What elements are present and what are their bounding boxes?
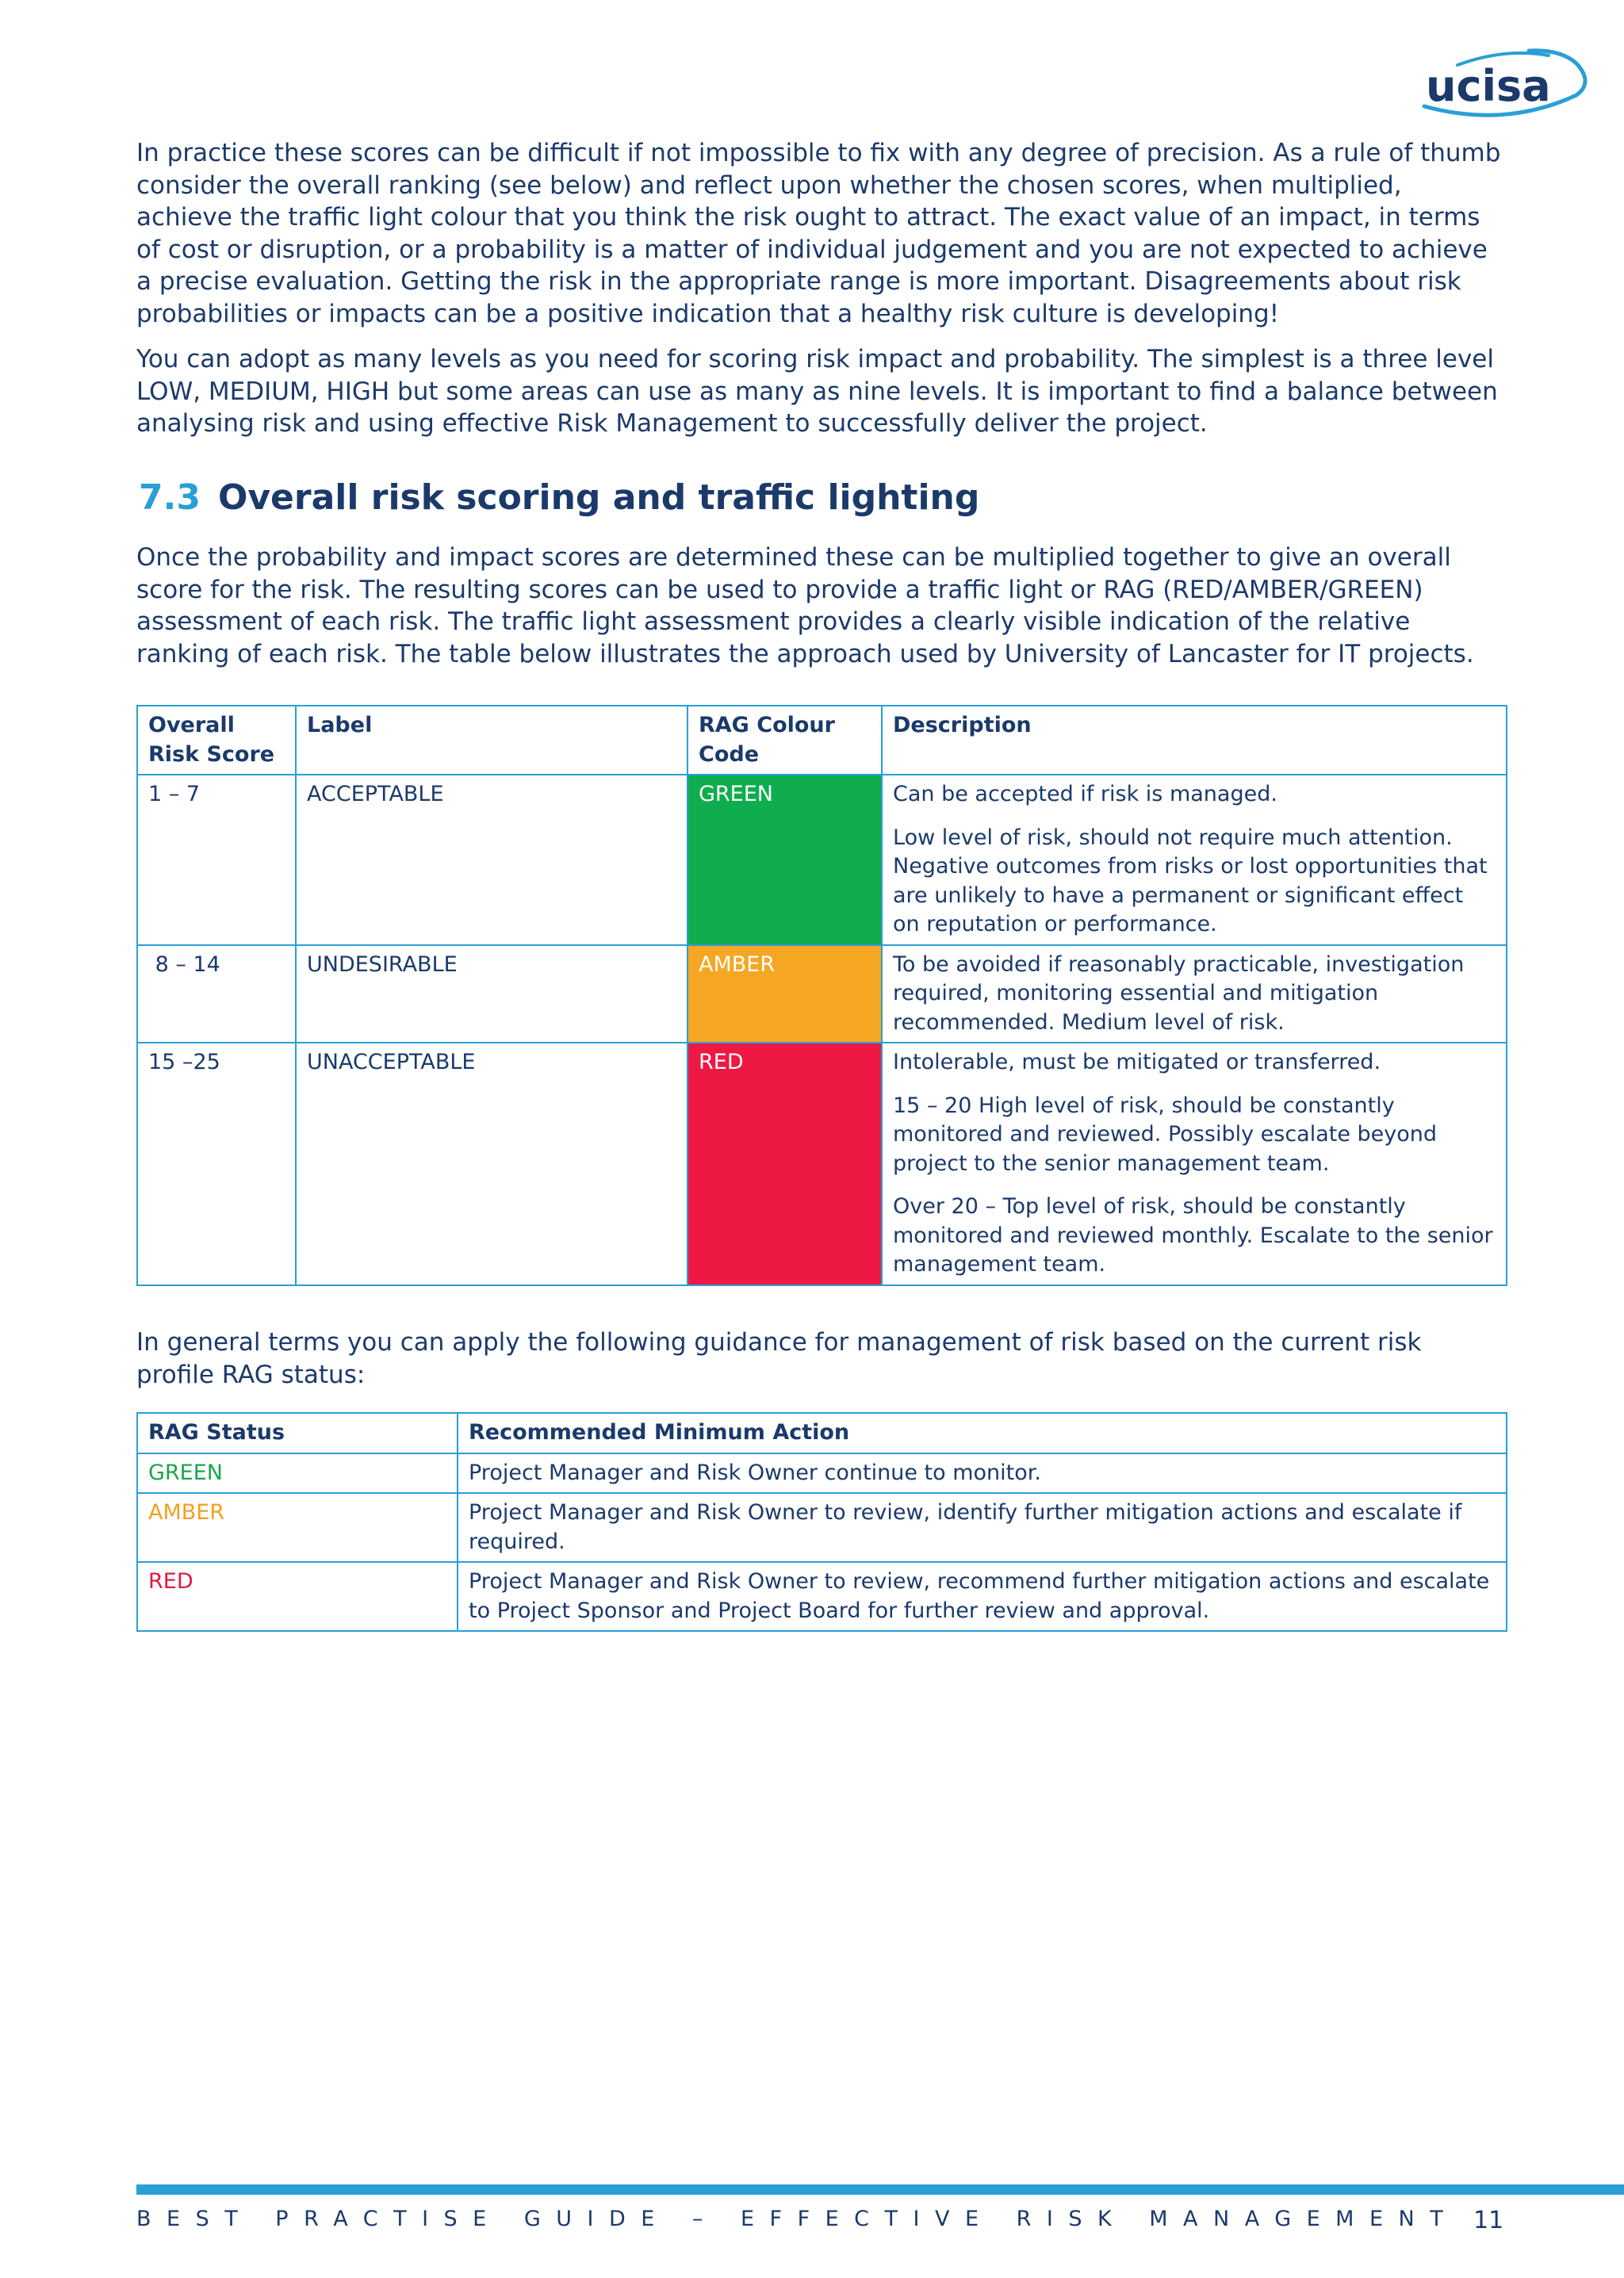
risk-score-table (136, 705, 1507, 1286)
description-text: To be avoided if reasonably practicable, investigation required, monitoring essential and mitigation recommended. Medium level of risk. (893, 951, 1465, 1035)
description-text: Over 20 – Top level of risk, should be constantly monitored and reviewed monthly. Escalate to the senior management team. (893, 1194, 1493, 1277)
table-row (137, 775, 1507, 945)
description-text: Low level of risk, should not require much attention. Negative outcomes from risks or lost opportunities that are unlikely to have a permanent or significant effect on reputation or performance. (893, 825, 1488, 936)
status-red: RED (137, 1562, 458, 1631)
table-header-row (137, 706, 1507, 775)
score-cell: 8 – 14 (137, 945, 296, 1043)
section-number: 7.3 (139, 477, 201, 518)
header-description: Description (882, 706, 1507, 775)
description-text: 15 – 20 High level of risk, should be constantly monitored and reviewed. Possibly escalate beyond project to the senior management team. (893, 1093, 1438, 1176)
label-cell: UNACCEPTABLE (296, 1043, 688, 1285)
intro-paragraph: In practice these scores can be difficult if not impossible to fix with any degree of precision. As a rule of thumb consider the overall ranking (see below) and reflect upon whether the chosen scores, when multiplied, achieve the traffic light colour that you think the risk ought to attract. The exact value of an impact, in terms of cost or disruption, or a probability is a matter of individual judgement and you are not expected to achieve a precise evaluation. Getting the risk in the appropriate range is more important. Disagreements about risk probabilities or impacts can be a positive indication that a healthy risk culture is developing! (136, 139, 1501, 328)
rag-cell-amber: AMBER (688, 945, 882, 1043)
footer-divider (136, 2184, 1624, 2195)
table-header-row (137, 1413, 1507, 1453)
action-cell: Project Manager and Risk Owner to review, recommend further mitigation actions and escalate to Project Sponsor and Project Board for further review and approval. (458, 1562, 1507, 1631)
ucisa-logo (1410, 41, 1592, 128)
header-rag-code: RAG Colour Code (688, 706, 882, 775)
label-cell: ACCEPTABLE (296, 775, 688, 945)
logo-wordmark: ucisa (1426, 61, 1551, 111)
page-number: 11 (1473, 2207, 1504, 2234)
footer-title: BEST PRACTISE GUIDE – EFFECTIVE RISK MANAGEMENT (136, 2207, 1459, 2231)
action-cell: Project Manager and Risk Owner continue to monitor. (458, 1453, 1507, 1494)
status-green: GREEN (137, 1453, 458, 1494)
scoring-paragraph: Once the probability and impact scores are determined these can be multiplied together to give an overall score for the risk. The resulting scores can be used to provide a traffic light or RAG (RED/AMBER/GREEN) assessment of each risk. The traffic light assessment provides a clearly visible indication of the relative ranking of each risk. The table below illustrates the approach used by University of Lancaster for IT projects. (136, 543, 1474, 668)
table-row (137, 1043, 1507, 1285)
score-cell: 1 – 7 (137, 775, 296, 945)
label-cell: UNDESIRABLE (296, 945, 688, 1043)
rag-cell-green: GREEN (688, 775, 882, 945)
section-heading (139, 474, 979, 522)
table-row (137, 1493, 1507, 1562)
description-text: Intolerable, must be mitigated or transferred. (893, 1050, 1381, 1074)
description-cell (882, 775, 1507, 945)
header-recommended-action: Recommended Minimum Action (458, 1413, 1507, 1453)
rag-action-table (136, 1412, 1507, 1632)
table-row (137, 1562, 1507, 1631)
description-cell (882, 945, 1507, 1043)
header-label: Label (296, 706, 688, 775)
rag-cell-red: RED (688, 1043, 882, 1285)
table-row (137, 1453, 1507, 1494)
guidance-paragraph: In general terms you can apply the following guidance for management of risk based on the current risk profile RAG status: (136, 1328, 1422, 1389)
description-text: Can be accepted if risk is managed. (893, 782, 1277, 806)
header-score: Overall Risk Score (137, 706, 296, 775)
table-row (137, 945, 1507, 1043)
status-amber: AMBER (137, 1493, 458, 1562)
ucisa-logo-graphic (1410, 41, 1592, 128)
action-cell: Project Manager and Risk Owner to review, identify further mitigation actions and escalate if required. (458, 1493, 1507, 1562)
score-cell: 15 –25 (137, 1043, 296, 1285)
levels-paragraph: You can adopt as many levels as you need for scoring risk impact and probability. The simplest is a three level LOW, MEDIUM, HIGH but some areas can use as many as nine levels. It is important to find a balance between analysing risk and using effective Risk Management to successfully deliver the project. (136, 345, 1498, 438)
description-cell (882, 1043, 1507, 1285)
section-title: Overall risk scoring and traffic lighting (217, 477, 980, 518)
header-rag-status: RAG Status (137, 1413, 458, 1453)
